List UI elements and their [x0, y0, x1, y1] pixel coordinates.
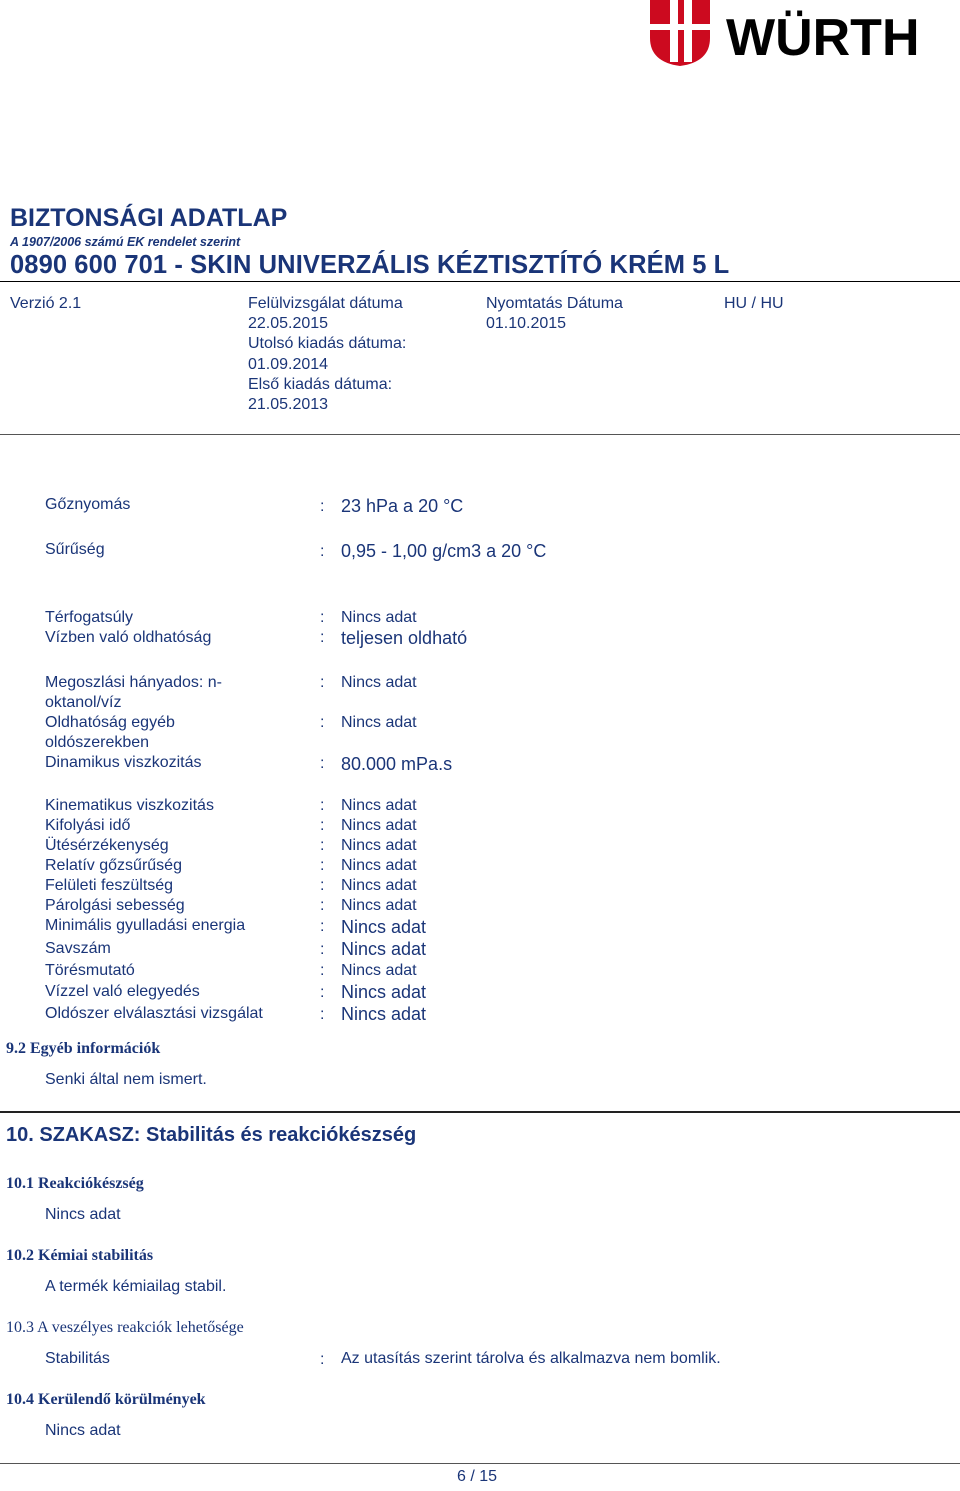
- stability-label: Stabilitás: [45, 1350, 110, 1367]
- header-rule-top: [0, 281, 960, 282]
- property-colon: :: [320, 755, 325, 772]
- other-info-text: Senki által nem ismert.: [45, 1071, 207, 1088]
- property-colon: :: [320, 817, 325, 834]
- property-label: Törésmutató: [45, 962, 135, 979]
- chemical-stability-heading: 10.2 Kémiai stabilitás: [6, 1247, 154, 1264]
- first-issue-label: Első kiadás dátuma:: [248, 375, 393, 393]
- locale: HU / HU: [724, 295, 784, 312]
- property-colon: :: [320, 498, 325, 515]
- property-label-cont: oldószerekben: [45, 734, 150, 751]
- print-label: Nyomtatás Dátuma: [486, 295, 623, 312]
- property-colon: :: [320, 984, 325, 1001]
- regulation-subtitle: A 1907/2006 számú EK rendelet szerint: [10, 235, 241, 249]
- stability-colon: :: [320, 1351, 325, 1368]
- property-label: Párolgási sebesség: [45, 897, 185, 914]
- property-label: Savszám: [45, 940, 111, 957]
- property-value: Nincs adat: [341, 877, 417, 894]
- logo-wordmark: WÜRTH: [726, 9, 920, 67]
- property-colon: :: [320, 857, 325, 874]
- last-issue-label: Utolsó kiadás dátuma:: [248, 335, 407, 353]
- property-label: Sűrűség: [45, 541, 105, 558]
- property-label: Térfogatsúly: [45, 609, 134, 626]
- property-colon: :: [320, 543, 325, 560]
- property-label: Vízben való oldhatóság: [45, 629, 212, 646]
- footer-rule: [0, 1463, 960, 1464]
- property-label: Megoszlási hányados: n-: [45, 674, 222, 691]
- document-title: BIZTONSÁGI ADATLAP: [10, 204, 288, 232]
- property-value: Nincs adat: [341, 797, 417, 814]
- property-colon: :: [320, 918, 325, 935]
- property-label: Minimális gyulladási energia: [45, 917, 246, 934]
- property-value: Nincs adat: [341, 857, 417, 874]
- reactivity-text: Nincs adat: [45, 1206, 121, 1223]
- property-label: Felületi feszültség: [45, 877, 174, 894]
- property-value: Nincs adat: [341, 1004, 427, 1024]
- revision-date: 22.05.2015: [248, 315, 329, 333]
- revision-label: Felülvizsgálat dátuma: [248, 295, 403, 312]
- property-label: Gőznyomás: [45, 496, 131, 513]
- property-value: Nincs adat: [341, 837, 417, 854]
- property-label: Kifolyási idő: [45, 817, 131, 834]
- property-value: Nincs adat: [341, 817, 417, 834]
- property-colon: :: [320, 714, 325, 731]
- print-date: 01.10.2015: [486, 315, 567, 333]
- property-value: 0,95 - 1,00 g/cm3 a 20 °C: [341, 541, 547, 561]
- property-colon: :: [320, 837, 325, 854]
- property-label: Oldhatóság egyéb: [45, 714, 175, 731]
- conditions-to-avoid-heading: 10.4 Kerülendő körülmények: [6, 1391, 206, 1408]
- wurth-logo: [648, 0, 960, 70]
- property-colon: :: [320, 941, 325, 958]
- chemical-stability-text: A termék kémiailag stabil.: [45, 1278, 227, 1295]
- property-colon: :: [320, 877, 325, 894]
- stability-value: Az utasítás szerint tárolva és alkalmazva nem bomlik.: [341, 1350, 721, 1367]
- print-block: [486, 294, 623, 334]
- page-number: 6 / 15: [457, 1468, 498, 1485]
- section-10-title: 10. SZAKASZ: Stabilitás és reakciókészség: [6, 1124, 417, 1146]
- property-label: Dinamikus viszkozitás: [45, 754, 202, 771]
- property-colon: :: [320, 609, 325, 626]
- property-value: Nincs adat: [341, 674, 417, 691]
- property-colon: :: [320, 1006, 325, 1023]
- property-value: 80.000 mPa.s: [341, 754, 453, 774]
- last-issue-date: 01.09.2014: [248, 355, 329, 373]
- property-label: Vízzel való elegyedés: [45, 983, 200, 1000]
- property-label: Ütésérzékenység: [45, 837, 169, 854]
- first-issue-date: 21.05.2013: [248, 396, 329, 414]
- conditions-to-avoid-text: Nincs adat: [45, 1422, 121, 1439]
- version: Verzió 2.1: [10, 295, 82, 312]
- product-title: 0890 600 701 - SKIN UNIVERZÁLIS KÉZTISZTÍTÓ KRÉM 5 L: [10, 251, 730, 279]
- logo-emblem-icon: [650, 0, 710, 66]
- property-value: Nincs adat: [341, 897, 417, 914]
- property-colon: :: [320, 674, 325, 691]
- reactivity-heading: 10.1 Reakciókészség: [6, 1175, 144, 1192]
- property-colon: :: [320, 897, 325, 914]
- property-value: Nincs adat: [341, 714, 417, 731]
- property-value: 23 hPa a 20 °C: [341, 496, 464, 516]
- other-info-heading: 9.2 Egyéb információk: [6, 1040, 161, 1057]
- property-value: Nincs adat: [341, 917, 427, 937]
- property-label-cont: oktanol/víz: [45, 694, 122, 711]
- property-label: Kinematikus viszkozitás: [45, 797, 214, 814]
- property-label: Oldószer elválasztási vizsgálat: [45, 1005, 263, 1022]
- property-colon: :: [320, 629, 325, 646]
- property-value: Nincs adat: [341, 962, 417, 979]
- property-value: teljesen oldható: [341, 628, 468, 648]
- property-value: Nincs adat: [341, 939, 427, 959]
- hazardous-reactions-heading: 10.3 A veszélyes reakciók lehetősége: [6, 1319, 244, 1336]
- header-rule-bottom: [0, 434, 960, 435]
- property-value: Nincs adat: [341, 982, 427, 1002]
- property-colon: :: [320, 797, 325, 814]
- property-label: Relatív gőzsűrűség: [45, 857, 182, 874]
- revision-block: [248, 294, 406, 415]
- property-colon: :: [320, 962, 325, 979]
- property-value: Nincs adat: [341, 609, 417, 626]
- section-rule: [0, 1111, 960, 1113]
